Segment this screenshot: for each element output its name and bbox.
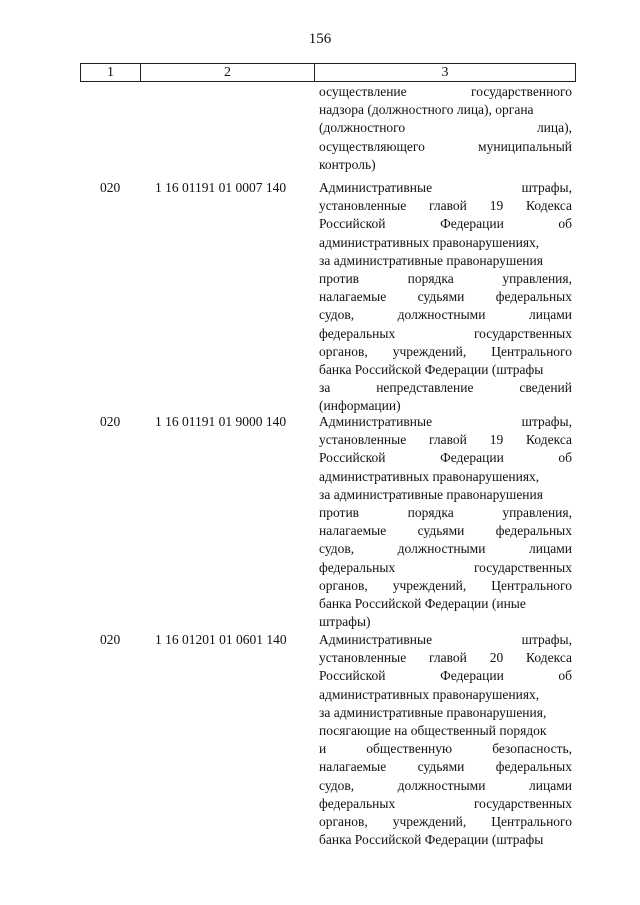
row-kbk: 1 16 01201 01 0601 140 bbox=[155, 632, 287, 647]
description-line: за административные правонарушения, bbox=[319, 704, 547, 720]
header-col-3: 3 bbox=[441, 65, 449, 80]
description-line: судов, должностными лицами bbox=[319, 777, 572, 793]
row-description bbox=[319, 83, 572, 174]
description-line: административных правонарушениях, bbox=[319, 234, 540, 250]
description-line: органов, учреждений, Центрального bbox=[319, 343, 572, 359]
description-line: (информации) bbox=[319, 398, 401, 414]
description-line: контроль) bbox=[319, 156, 376, 172]
description-line: банка Российской Федерации (штрафы bbox=[319, 362, 544, 378]
description-line: против порядка управления, bbox=[319, 271, 572, 287]
description-line: федеральных государственных bbox=[319, 325, 572, 341]
row-code: 020 bbox=[100, 632, 121, 647]
description-line: судов, должностными лицами bbox=[319, 307, 572, 323]
header-col-1: 1 bbox=[81, 64, 141, 81]
description-line: органов, учреждений, Центрального bbox=[319, 577, 572, 593]
row-kbk: 1 16 01191 01 9000 140 bbox=[155, 414, 287, 429]
description-line: судов, должностными лицами bbox=[319, 541, 572, 557]
description-line: налагаемые судьями федеральных bbox=[319, 289, 572, 305]
description-line: (должностного лица), bbox=[319, 120, 572, 136]
description-line: против порядка управления, bbox=[319, 505, 572, 521]
description-line: Административные штрафы, bbox=[319, 414, 572, 429]
table-header bbox=[80, 63, 576, 82]
description-line: осуществляющего муниципальный bbox=[319, 138, 572, 154]
description-line: надзора (должностного лица), органа bbox=[319, 102, 534, 118]
page-number: 156 bbox=[308, 31, 332, 47]
row-description bbox=[319, 413, 572, 631]
description-line: банка Российской Федерации (штрафы bbox=[319, 832, 544, 848]
description-line: налагаемые судьями федеральных bbox=[319, 759, 572, 775]
description-line: налагаемые судьями федеральных bbox=[319, 523, 572, 539]
row-code: 020 bbox=[100, 180, 121, 195]
description-line: посягающие на общественный порядок bbox=[319, 723, 547, 739]
description-line: установленные главой 19 Кодекса bbox=[319, 432, 572, 448]
description-line: банка Российской Федерации (иные bbox=[319, 596, 526, 612]
row-kbk: 1 16 01191 01 0007 140 bbox=[155, 180, 287, 195]
description-line: и общественную безопасность, bbox=[319, 741, 572, 757]
row-description bbox=[319, 179, 572, 416]
description-line: Российской Федерации об bbox=[319, 216, 572, 232]
description-line: федеральных государственных bbox=[319, 795, 572, 811]
description-line: административных правонарушениях, bbox=[319, 468, 540, 484]
description-line: установленные главой 19 Кодекса bbox=[319, 198, 572, 214]
description-line: установленные главой 20 Кодекса bbox=[319, 650, 572, 666]
description-line: осуществление государственного bbox=[319, 84, 572, 99]
description-line: органов, учреждений, Центрального bbox=[319, 814, 572, 830]
description-line: административных правонарушениях, bbox=[319, 686, 540, 702]
description-line: федеральных государственных bbox=[319, 559, 572, 575]
description-line: Российской Федерации об bbox=[319, 450, 572, 466]
description-line: Административные штрафы, bbox=[319, 180, 572, 195]
description-line: Административные штрафы, bbox=[319, 632, 572, 647]
description-line: за непредставление сведений bbox=[319, 380, 572, 396]
description-line: за административные правонарушения bbox=[319, 252, 543, 268]
row-code: 020 bbox=[100, 414, 121, 429]
header-col-2: 2 bbox=[141, 64, 315, 81]
row-description bbox=[319, 631, 572, 849]
description-line: за административные правонарушения bbox=[319, 486, 543, 502]
description-line: штрафы) bbox=[319, 614, 371, 630]
description-line: Российской Федерации об bbox=[319, 668, 572, 684]
